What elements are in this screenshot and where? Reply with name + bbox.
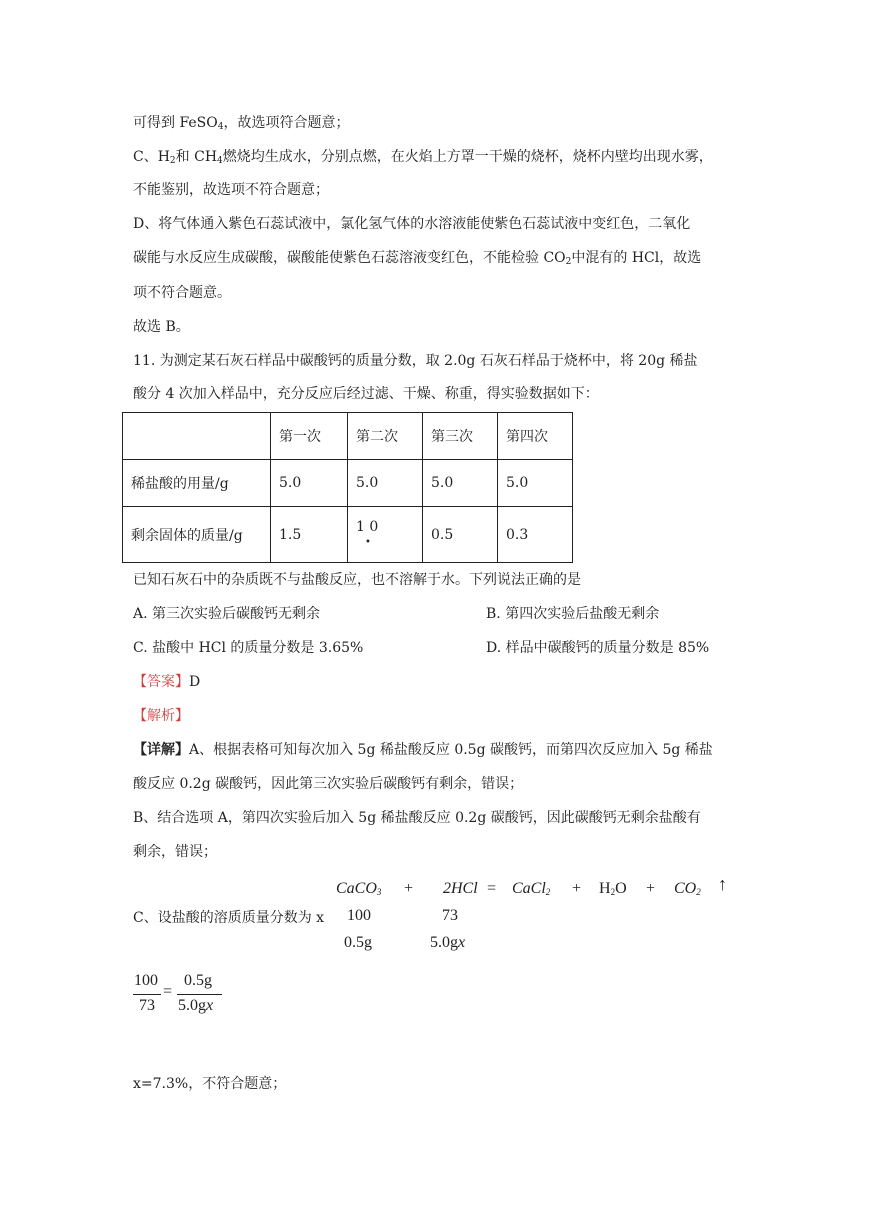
answer-label: 【答案】 [133,674,189,690]
text-line-cannot-identify: 不能鉴别，故选项不符合题意； [133,182,329,198]
stray-dot-mark: • [365,537,371,548]
text-line-feso4: 可得到 FeSO$_4$，故选项符合题意； [133,115,350,132]
answer-line [133,673,200,691]
option-d: D. 样品中碳酸钙的质量分数是 85% [486,640,710,656]
table-cell: 0.5 [423,507,498,563]
option-c: C. 盐酸中 HCl 的质量分数是 3.65% [133,640,364,656]
table-header-cell [123,413,271,460]
text-line-known-impurity: 已知石灰石中的杂质既不与盐酸反应，也不溶解于水。下列说法正确的是 [133,572,581,588]
gas-arrow-icon: ↑ [718,874,727,894]
equation-plus: + [572,880,582,897]
fraction-right-numerator: 0.5g [184,972,212,989]
fraction-left-numerator: 100 [134,972,158,989]
equation-plus: + [404,880,414,897]
equation-co2: $CO_2$ [674,880,701,897]
fraction-left-denominator: 73 [139,997,155,1014]
table-header-cell: 第一次 [271,413,348,460]
question-11-line2: 酸分 4 次加入样品中，充分反应后经过滤、干燥、称重，得实验数据如下： [133,386,599,402]
fraction-equals: = [163,983,173,1000]
table-cell: 5.0 [271,460,348,507]
table-cell: 5.0 [498,460,573,507]
table-row [123,507,573,563]
table-header-row [123,413,573,460]
table-row-label: 剩余固体的质量/g [123,507,271,563]
detail-line2: 酸反应 0.2g 碳酸钙，因此第三次实验后碳酸钙有剩余，错误； [133,776,524,792]
text-line-co2: 碳能与水反应生成碳酸，碳酸能使紫色石蕊溶液变红色，不能检验 $CO_2$中混有的 HCl，故选 [133,250,702,267]
table-header-cell: 第二次 [348,413,423,460]
result-line: x=7.3%，不符合题意； [133,1076,287,1092]
fraction-right-denominator: 5.0gx [178,997,214,1014]
table-cell: 1.5 [271,507,348,563]
fraction-bar [177,994,222,995]
fraction-bar [133,994,161,995]
detail-label: 【详解】 [133,742,189,758]
option-b: B. 第四次实验后盐酸无剩余 [486,606,660,622]
table-row-label: 稀盐酸的用量/g [123,460,271,507]
detail-line1: 【详解】A、根据表格可知每次加入 5g 稀盐酸反应 0.5g 碳酸钙，而第四次反应加入 5g 稀盐 [133,742,713,758]
table-cell: 5.0 [348,460,423,507]
text-line-option-d: D、将气体通入紫色石蕊试液中，氯化氢气体的水溶液能使紫色石蕊试液中变红色，二氧化 [133,216,691,232]
equation-caco3: CaCO$_3$ [336,880,382,897]
c-intro-text: C、设盐酸的溶质质量分数为 x [133,910,325,926]
table-row [123,460,573,507]
text-line-option-c: C、$H_2$和 $CH_4$燃烧均生成水，分别点燃，在火焰上方罩一干燥的烧杯，烧杯内壁均出现水雾， [133,149,713,166]
equation-h2o: $H_2O$ [599,880,627,897]
detail-line3: B、结合选项 A，第四次实验后加入 5g 稀盐酸反应 0.2g 碳酸钙，因此碳酸钙无剩余盐酸有 [133,810,701,826]
option-a: A. 第三次实验后碳酸钙无剩余 [133,606,321,622]
molar-mass-hcl: 73 [442,907,458,924]
equation-equals: = [487,880,497,897]
question-11-line1: 11. 为测定某石灰石样品中碳酸钙的质量分数，取 2.0g 石灰石样品于烧杯中，将 20g 稀盐 [133,353,698,369]
equation-hcl: 2HCl [443,880,478,897]
text-line-choose-b: 故选 B。 [133,319,190,335]
detail-line4: 剩余，错误； [133,844,217,860]
table-cell-text: 1 0 [356,518,379,535]
table-cell: 5.0 [423,460,498,507]
experiment-data-table [122,412,573,563]
text-line-not-matching: 项不符合题意。 [133,285,231,301]
quantity-caco3: 0.5g [344,934,372,951]
quantity-hcl: 5.0gx [430,934,466,951]
table-header-cell: 第三次 [423,413,498,460]
equation-cacl2: CaCl$_2$ [512,880,551,897]
table-cell [348,507,423,563]
table-header-cell: 第四次 [498,413,573,460]
answer-value: D [189,674,201,690]
equation-plus: + [646,880,656,897]
analysis-label: 【解析】 [133,708,189,724]
molar-mass-caco3: 100 [347,907,371,924]
table-cell: 0.3 [498,507,573,563]
